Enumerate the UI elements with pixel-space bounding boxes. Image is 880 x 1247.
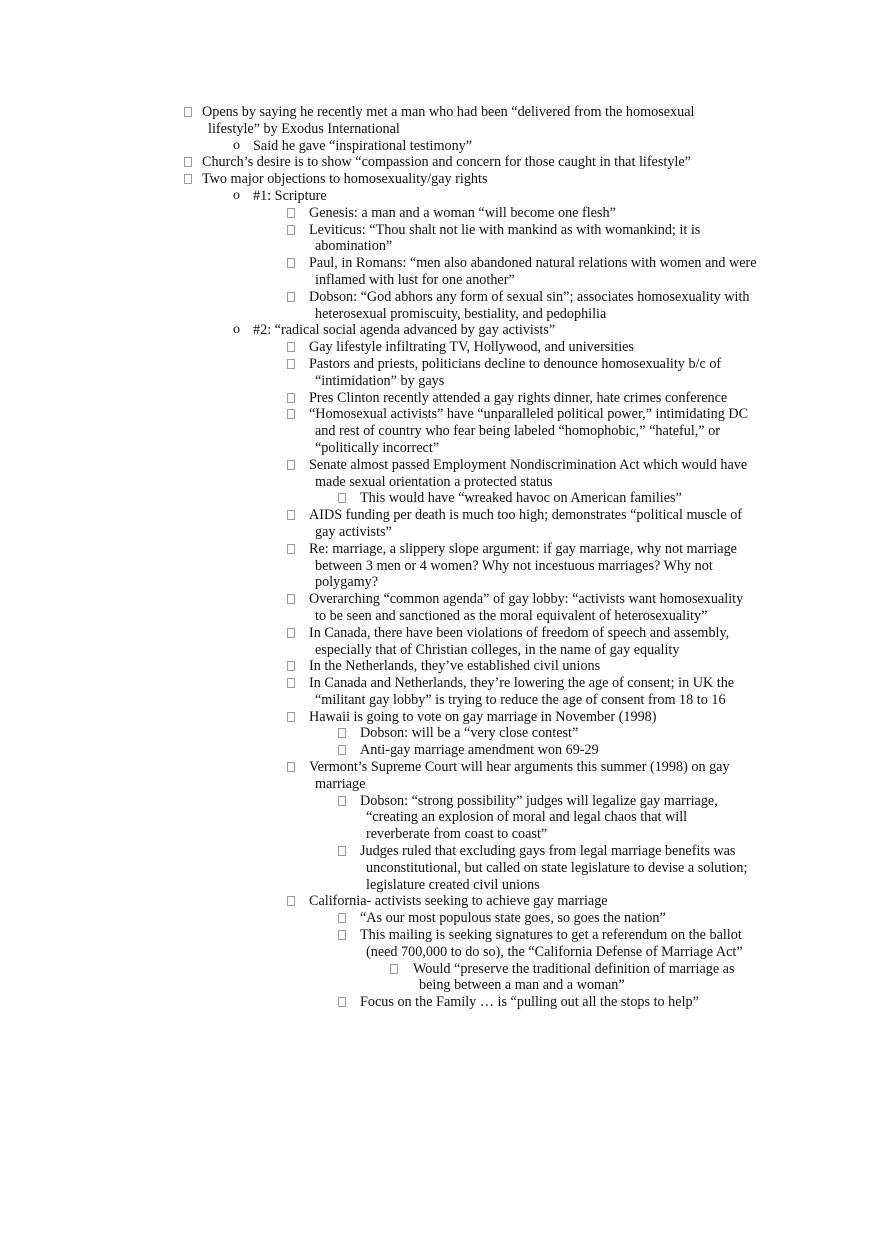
list-item-text: Leviticus: “Thou shalt not lie with mankind as with womankind; it is abomination”: [309, 221, 701, 255]
list-item: [0, 591, 880, 625]
list-item: [0, 893, 880, 910]
square-bullet-icon: [338, 796, 346, 806]
list-item: [0, 709, 880, 726]
list-item-text: This mailing is seeking signatures to get a referendum on the ballot (need 700,000 to do so), the “California Defense of Marriage Act”: [360, 927, 743, 960]
square-bullet-icon: [184, 107, 192, 117]
list-item: [0, 104, 880, 138]
list-item-text: Genesis: a man and a woman “will become one flesh”: [309, 204, 616, 221]
square-bullet-icon: [287, 628, 295, 638]
list-item-text: Dobson: “God abhors any form of sexual sin”; associates homosexuality with heterosexual promiscuity, bestiality, and pedophilia: [309, 288, 750, 322]
square-bullet-icon: [287, 292, 295, 302]
list-item: [0, 507, 880, 541]
list-item-text: #1: Scripture: [253, 187, 327, 204]
list-item-text: Pastors and priests, politicians decline to denounce homosexuality b/c of “intimidation” by gays: [309, 355, 722, 389]
list-item: [0, 742, 880, 759]
list-item: [0, 356, 880, 390]
square-bullet-icon: [287, 712, 295, 722]
square-bullet-icon: [287, 342, 295, 352]
square-bullet-icon: [184, 174, 192, 184]
list-item-text: In Canada and Netherlands, they’re lowering the age of consent; in UK the “militant gay lobby” is trying to reduce the age of consent from 18 to 16: [309, 675, 735, 708]
square-bullet-icon: [287, 409, 295, 419]
list-item-text: Re: marriage, a slippery slope argument: if gay marriage, why not marriage between 3 men or 4 women? Why not incestuous marriages? Why not polygamy?: [309, 540, 737, 591]
square-bullet-icon: [287, 258, 295, 268]
list-item-text: AIDS funding per death is much too high; demonstrates “political muscle of gay activists”: [309, 507, 743, 540]
list-item: [0, 322, 880, 339]
list-item-text: California- activists seeking to achieve gay marriage: [309, 893, 608, 910]
list-item: [0, 171, 880, 188]
list-item-text: This would have “wreaked havoc on American families”: [360, 490, 682, 507]
list-item: [0, 793, 880, 843]
square-bullet-icon: [287, 393, 295, 403]
square-bullet-icon: [338, 930, 346, 940]
list-item: [0, 541, 880, 591]
list-item-text: #2: “radical social agenda advanced by gay activists”: [253, 322, 556, 339]
list-item: [0, 675, 880, 709]
list-item-text: In Canada, there have been violations of freedom of speech and assembly, especially that of Christian colleges, in the name of gay equality: [309, 624, 730, 658]
list-item-text: Opens by saying he recently met a man who had been “delivered from the homosexual lifestyle” by Exodus International: [202, 104, 695, 137]
list-item-text: Pres Clinton recently attended a gay rights dinner, hate crimes conference: [309, 389, 728, 406]
list-item: [0, 154, 880, 171]
list-item: [0, 927, 880, 961]
list-item-text: Gay lifestyle infiltrating TV, Hollywood, and universities: [309, 339, 634, 356]
list-item-text: Overarching “common agenda” of gay lobby: “activists want homosexuality to be seen and sanctioned as the moral equivalent of heterosexuality”: [309, 591, 744, 624]
square-bullet-icon: [287, 594, 295, 604]
circle-bullet-icon: o: [233, 137, 240, 153]
list-item-text: In the Netherlands, they’ve established civil unions: [309, 658, 601, 675]
list-item-text: Senate almost passed Employment Nondiscrimination Act which would have made sexual orientation a protected status: [309, 456, 748, 490]
square-bullet-icon: [287, 678, 295, 688]
list-item: [0, 255, 880, 289]
square-bullet-icon: [338, 745, 346, 755]
list-item-text: Hawaii is going to vote on gay marriage in November (1998): [309, 708, 657, 725]
list-item-text: Church’s desire is to show “compassion and concern for those caught in that lifestyle”: [202, 154, 691, 171]
list-item: [0, 188, 880, 205]
square-bullet-icon: [287, 762, 295, 772]
list-item: [0, 138, 880, 155]
square-bullet-icon: [338, 493, 346, 503]
list-item: [0, 725, 880, 742]
list-item-text: Vermont’s Supreme Court will hear arguments this summer (1998) on gay marriage: [309, 759, 730, 792]
list-item: [0, 910, 880, 927]
circle-bullet-icon: o: [233, 187, 240, 203]
square-bullet-icon: [287, 510, 295, 520]
square-bullet-icon: [287, 896, 295, 906]
square-bullet-icon: [338, 846, 346, 856]
list-item-text: “Homosexual activists” have “unparalleled political power,” intimidating DC and rest of country who fear being labeled “homophobic,” “hateful,” or “politically incorrect”: [309, 406, 749, 456]
square-bullet-icon: [287, 359, 295, 369]
list-item-text: Paul, in Romans: “men also abandoned natural relations with women and were inflamed with lust for one another”: [309, 255, 757, 288]
list-item: [0, 658, 880, 675]
list-item-text: Two major objections to homosexuality/gay rights: [202, 171, 488, 188]
list-item: [0, 339, 880, 356]
circle-bullet-icon: o: [233, 322, 240, 338]
list-item-text: “As our most populous state goes, so goes the nation”: [360, 910, 666, 927]
list-item: [0, 490, 880, 507]
list-item: [0, 843, 880, 893]
square-bullet-icon: [287, 544, 295, 554]
list-item: [0, 222, 880, 256]
square-bullet-icon: [338, 913, 346, 923]
square-bullet-icon: [390, 964, 398, 974]
list-item-text: Dobson: will be a “very close contest”: [360, 725, 579, 742]
list-item-text: Focus on the Family … is “pulling out all the stops to help”: [360, 994, 699, 1011]
list-item-text: Anti-gay marriage amendment won 69-29: [360, 742, 599, 759]
square-bullet-icon: [184, 157, 192, 167]
list-item-text: Said he gave “inspirational testimony”: [253, 137, 473, 154]
outline-document: [0, 104, 880, 1011]
square-bullet-icon: [287, 225, 295, 235]
list-item-text: Dobson: “strong possibility” judges will legalize gay marriage, “creating an explosion of moral and legal chaos that will reverberate from coast to coast”: [360, 792, 718, 843]
list-item: [0, 961, 880, 995]
list-item: [0, 457, 880, 491]
square-bullet-icon: [287, 661, 295, 671]
list-item: [0, 759, 880, 793]
list-item: [0, 289, 880, 323]
list-item: [0, 390, 880, 407]
square-bullet-icon: [287, 208, 295, 218]
square-bullet-icon: [338, 728, 346, 738]
list-item-text: Judges ruled that excluding gays from legal marriage benefits was unconstitutional, but called on state legislature to devise a solution; legislature created civil unions: [360, 843, 748, 893]
list-item-text: Would “preserve the traditional definition of marriage as being between a man and a woman”: [413, 960, 735, 994]
list-item: [0, 205, 880, 222]
list-item: [0, 406, 880, 456]
square-bullet-icon: [338, 997, 346, 1007]
list-item: [0, 994, 880, 1011]
square-bullet-icon: [287, 460, 295, 470]
list-item: [0, 625, 880, 659]
